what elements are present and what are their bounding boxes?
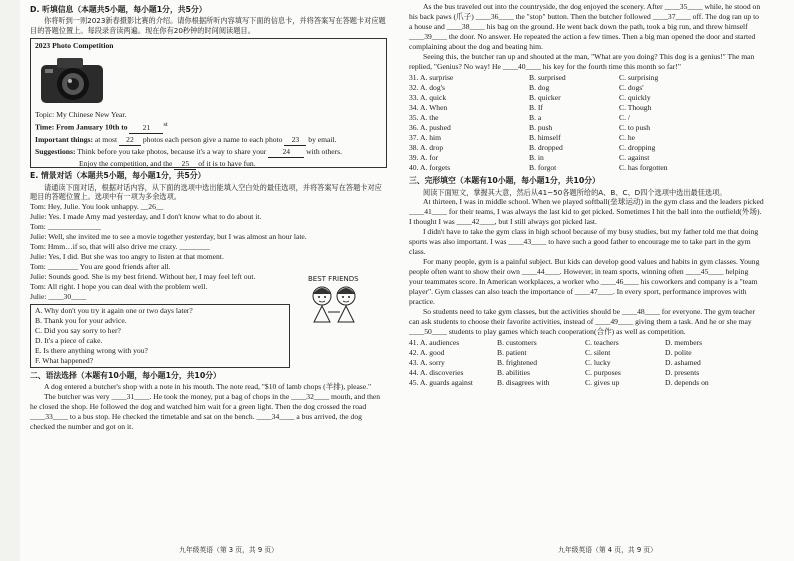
- choice-row: 35. A. the B. a C. /: [409, 113, 630, 123]
- dialog-options-box: [30, 304, 290, 368]
- poster-suggestions: Suggestions: Think before you take photos, because it's a way to share your 24 with others.: [35, 147, 382, 158]
- cloze-paragraph: For many people, gym is a painful subject. But kids can develop good values and habits in gym classes. Young people often want to show their own ____44____. However, in team sports, winning often ____45____ helping your teammates score. In American workplaces, a worker who ____46____ his coworkers and company is a "team player". Gym classes can also teach the importance of ____47____. In every sport, performance improves with practice.: [409, 257, 760, 307]
- choices-41-45: [409, 338, 764, 388]
- best-friends-illustration: [300, 272, 370, 324]
- listening-d-title: D. 听填信息（本题共5小题，每小题1分，共5分）: [30, 5, 207, 14]
- dialog-line: Julie: ____30____: [30, 291, 87, 301]
- section-3-title: 三、完形填空（本题有10小题，每小题1分，共10分）: [409, 176, 600, 186]
- poster-topic: Topic: My Chinese New Year.: [35, 110, 127, 120]
- page-right: [397, 0, 794, 561]
- choice-row: 34. A. When B. If C. Though: [409, 103, 652, 113]
- dialog-line: Julie: Yes, I did. But she was too angry to listen at that moment.: [30, 251, 224, 261]
- dialog-line: Julie: Sounds good. She is my best friend. Without her, I may feel left out.: [30, 271, 256, 281]
- cloze-paragraph: So students need to take gym classes, but the activities should be ____48____ for everyone. The gym teacher can ask students to choose their favorite activities, instead of ____49____ giving them a task. And he or she may ____50____ students to play games which teach cooperation(合作) as well as competition.: [409, 307, 756, 337]
- choice-row: 40. A. forgets B. forgot C. has forgotten: [409, 163, 668, 173]
- option-item: B. Thank you for your advice.: [35, 315, 127, 325]
- poster-enjoy: Enjoy the competition, and the 25 of it is to have fun.: [35, 159, 382, 170]
- section-e-title: E. 情景对话（本题共5小题，每小题1分，共5分）: [30, 171, 206, 181]
- choice-row: 39. A. for B. in C. against: [409, 153, 650, 163]
- option-item: A. Why don't you try it again one or two days later?: [35, 305, 193, 315]
- choice-row: 33. A. quick B. quicker C. quickly: [409, 93, 651, 103]
- dialog-line: Julie: Well, she invited me to see a movie together yesterday, but I was almost an hour late.: [30, 231, 307, 241]
- listening-d-intro: 你将听到一则2023新春摄影比赛的介绍。请你根据所听内容填写下面的信息卡，并将答案写在答题卡对应题目的答题位置上。每段录音读两遍。现在你有20秒钟的时间阅读题目。: [30, 16, 386, 35]
- dialog-line: Tom: Hey, Julie. You look unhappy. __26__: [30, 201, 164, 211]
- choice-row: 43. A. sorry B. frightened C. lucky D. ashamed: [409, 358, 701, 368]
- story-paragraph: Seeing this, the butcher ran up and shouted at the man, "What are you doing? This dog is a genius!" The man replied, "Genius? No way! He ____40____ his key for the fourth time this month so far!": [409, 52, 755, 72]
- dialog-line: Tom: Hmm…if so, that will also drive me crazy. ________: [30, 241, 210, 251]
- grammar-paragraph: A dog entered a butcher's shop with a note in his mouth. The note read, "$10 of lamb chops (羊排), please.": [44, 382, 372, 392]
- dialog-line: Julie: Yes. I made Amy mad yesterday, and I don't know what to do about it.: [30, 211, 262, 221]
- dialog-line: Tom: ______________: [30, 221, 101, 231]
- grammar-paragraph: The butcher was very ____31____. He took the money, put a bag of chops in the ____32____ mouth, and then he closed the shop. He followed the dog and watched him wait for a green light. Then the dog crossed the road ____33____ to a bus stop. He checked the timetable and sat on the bench. ____34____ a bus arrived, the dog checked the number and got on it.: [30, 392, 381, 432]
- choice-row: 44. A. discoveries B. abilities C. purposes D. presents: [409, 368, 700, 378]
- story-paragraph: As the bus traveled out into the countryside, the dog enjoyed the scenery. After ____35____ while, he stood on his back paws (爪子) ____36____ the "stop" button. Then the butcher followed ____37____ off. The dog ran up to a house and ____38____ his bag on the ground. He went back down the path, took a big run, and threw himself ____39____ the door. No answer. He repeated the action a few times. Then a big man opened the door and started complaining about the dog and beating him.: [409, 2, 761, 52]
- poster-important: Important things: at most 22 photos each person give a name to each photo 23 by email.: [35, 135, 382, 146]
- choice-row: 31. A. surprise B. surprised C. surprising: [409, 73, 659, 83]
- cloze-paragraph: At thirteen, I was in middle school. When we played softball(垒球运动) in the gym class and the leaders picked ____41____ for their teams, I was always the last kid to get picked. Sometimes I hit the ball into the outfield(外场). I thought I was ____42____, but I still always got picked last.: [409, 197, 764, 227]
- section-3-intro: 阅读下面短文，掌握其大意，然后从41~50各题所给的A、B、C、D四个选项中选出最佳选项。: [423, 187, 727, 197]
- choice-row: 32. A. dog's B. dog C. dogs': [409, 83, 644, 93]
- dialog-line: Tom: ________ You are good friends after all.: [30, 261, 171, 271]
- photo-competition-poster: [30, 38, 387, 168]
- option-item: D. It's a piece of cake.: [35, 335, 103, 345]
- page-footer: 九年级英语（第 4 页，共 9 页）: [558, 546, 657, 555]
- cloze-paragraph: I didn't have to take the gym class in high school because of my busy studies, but my father told me that doing sports was also important. I was ____43____ to have such a good father to encourage me to take part in the gym class.: [409, 227, 759, 257]
- choice-row: 37. A. him B. himself C. he: [409, 133, 636, 143]
- choice-row: 36. A. pushed B. push C. to push: [409, 123, 651, 133]
- section-e-intro: 请通读下面对话，根据对话内容，从下面的选项中选出能填入空白处的最佳选项，并将答案写在答题卡对应题目的答题位置上。选项中有一项为多余选项。: [30, 182, 382, 202]
- dialog-line: Tom: All right. I hope you can deal with the problem well.: [30, 281, 208, 291]
- section-2-title: 二、语法选择（本题有10小题，每小题1分，共10分）: [30, 370, 221, 380]
- poster-title: 2023 Photo Competition: [35, 41, 114, 51]
- option-item: E. Is there anything wrong with you?: [35, 345, 148, 355]
- choices-31-40: [409, 73, 764, 173]
- option-item: F. What happened?: [35, 355, 94, 365]
- choice-row: 41. A. audiences B. customers C. teachers D. members: [409, 338, 703, 348]
- choice-row: 42. A. good B. patient C. silent D. polite: [409, 348, 692, 358]
- friends-label: BEST FRIENDS: [308, 275, 359, 283]
- page-footer: 九年级英语（第 3 页，共 9 页）: [179, 546, 278, 555]
- binding-shadow: [0, 0, 20, 561]
- camera-icon: [35, 51, 109, 107]
- poster-time: Time: From January 10th to 21 $^{st}$: [35, 121, 382, 134]
- choice-row: 38. A. drop B. dropped C. dropping: [409, 143, 656, 153]
- choice-row: 45. A. guards against B. disagrees with C. gives up D. depends on: [409, 378, 709, 388]
- option-item: C. Did you say sorry to her?: [35, 325, 121, 335]
